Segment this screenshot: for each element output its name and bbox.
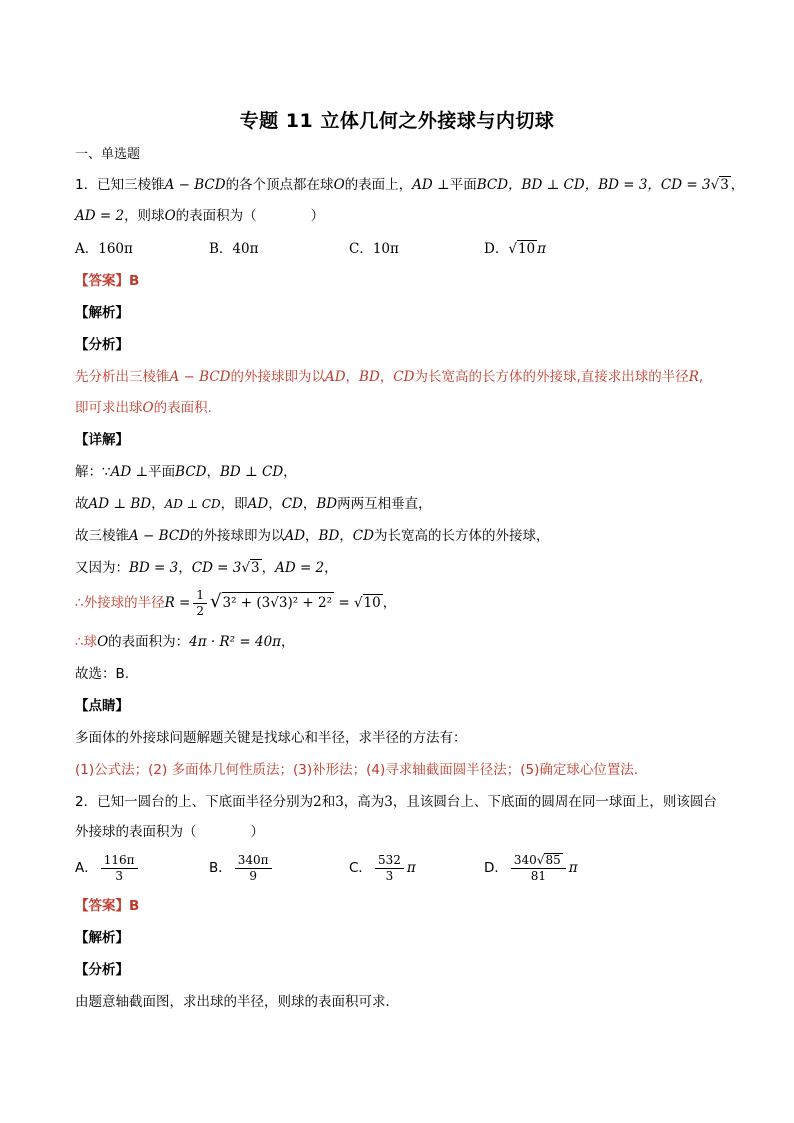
q1-math: ，BD ⊥ CD，BD = 3，CD = 3 (508, 177, 711, 193)
q1-jiexi-label: 【解析】 (75, 305, 129, 321)
page-title: 专题 11 立体几何之外接球与内切球 (239, 110, 555, 132)
q2-frac-num: 116π (101, 853, 138, 869)
q1-text: ， (268, 496, 282, 512)
q1-text: ， (206, 464, 220, 480)
q1-math: AD (284, 528, 306, 544)
q1-option-a: A．160π (75, 241, 133, 257)
q1-text: ， (379, 369, 394, 385)
q1-math: CD (393, 369, 415, 385)
q1-fenxi-label: 【分析】 (75, 337, 129, 353)
q1-text: 为长宽高的长方体的外接球， (373, 528, 550, 544)
q1-detail-line7: 故选：B. (75, 666, 130, 682)
q1-text: ，即 (220, 496, 248, 512)
q1-detail-line3 (75, 527, 549, 545)
q2-frac-num: 340 (513, 852, 537, 867)
q1-frac-num: 1 (193, 588, 207, 604)
q1-text: ， (345, 369, 360, 385)
q1-text: 又因为： (75, 560, 129, 576)
q1-detail-line1 (75, 463, 297, 481)
q1-text: ， (261, 560, 276, 576)
q1-math: O (164, 208, 176, 224)
q2-analysis-line1: 由题意轴截面图，求出球的半径，则球的表面积可求． (75, 994, 399, 1010)
q2-text: A． (75, 860, 98, 876)
q1-sqrt: 3 (250, 560, 260, 576)
q2-text: 2．已知一圆台的上、下底面半径分别为 (75, 794, 314, 810)
q2-frac-den: 9 (249, 868, 257, 883)
q1-stem-line2 (75, 207, 324, 225)
q1-text: ， (730, 177, 745, 193)
q2-frac-den: 3 (385, 868, 394, 883)
q2-math: 3 (335, 794, 344, 810)
q1-math: A − BCD (129, 528, 190, 544)
q1-sqrt: 3 (720, 177, 729, 193)
q2-text: C． (349, 860, 372, 876)
q2-text: B． (209, 860, 232, 876)
q2-text: D． (484, 860, 508, 876)
q2-option-b (209, 850, 275, 886)
q1-math: O (97, 634, 109, 650)
q1-text: ，则球 (124, 208, 165, 224)
q1-text: 故 (75, 496, 89, 512)
q1-math: π (537, 241, 546, 257)
q1-analysis-line2 (75, 399, 212, 417)
q1-text: ∴球 (75, 634, 98, 650)
q2-math: π (406, 860, 416, 876)
q1-math: AD = 2 (75, 208, 125, 224)
q1-text: 1．已知三棱锥 (75, 177, 165, 193)
q1-text: 的表面积为： (108, 634, 190, 650)
q1-math: AD ⊥ (110, 464, 149, 480)
q1-sqrt: 10 (363, 595, 381, 611)
q1-math: O (142, 400, 154, 416)
q1-stem-line1: 1．已知三棱锥A − BCD的各个顶点都在球O的表面上，AD ⊥平面BCD，BD ⊥ CD，BD = 3，CD = 3√3 ， (75, 177, 745, 193)
q2-text: 和 (321, 794, 336, 810)
q2-text: ，且该圆台上、下底面的圆周在同一球面上，则该圆台 (392, 794, 717, 810)
q1-math: BD ⊥ CD (219, 464, 284, 480)
q2-text: ，高为 (343, 794, 385, 810)
q1-point-line2: (1)公式法；(2) 多面体几何性质法；(3)补形法；(4)寻求轴截面圆半径法；(5)确定球心位置法. (75, 762, 639, 778)
q1-text: 即可求出球 (75, 400, 143, 416)
q1-math: CD (352, 528, 374, 544)
q1-text: D． (484, 241, 509, 257)
q1-xiangjie-label: 【详解】 (75, 432, 129, 448)
q1-math: R (688, 369, 699, 385)
q2-option-d (484, 850, 578, 886)
section-heading: 一、单选题 (75, 147, 141, 162)
q2-frac-num: 532 (375, 853, 404, 869)
q1-text: 平面 (449, 177, 477, 193)
q2-sqrt: 85 (545, 852, 561, 867)
q1-math: O (333, 177, 345, 193)
q1-point-line1: 多面体的外接球问题解题关键是找球心和半径，求半径的方法有： (75, 730, 467, 746)
q2-option-a (75, 850, 141, 886)
q1-answer: 【答案】B (75, 273, 140, 289)
q1-text: ， (305, 528, 319, 544)
q2-math: π (568, 860, 578, 876)
q1-math: BD = 3 (129, 560, 179, 576)
q1-text: ， (151, 496, 165, 512)
q1-math: A − BCD (164, 177, 226, 193)
q1-math: AD ⊥ CD (164, 497, 221, 511)
q2-option-c (349, 850, 416, 886)
q2-fraction: $\frac{340√85}{81}$ (511, 853, 566, 884)
q1-text: 为长宽高的长方体的外接球,直接求出球的半径 (414, 369, 689, 385)
q2-frac-den: 81 (530, 868, 546, 883)
q2-frac-num: 340π (235, 853, 272, 869)
q1-math: BD (359, 369, 380, 385)
q1-detail-line6 (75, 633, 295, 651)
q1-math: AD ⊥ BD (88, 496, 152, 512)
q2-options (75, 850, 715, 886)
q1-math: 4π · R² = 40π (189, 634, 282, 650)
q2-jiexi-label: 【解析】 (75, 930, 129, 946)
q1-text: 的各个顶点都在球 (225, 177, 334, 193)
q1-dianjing-label: 【点睛】 (75, 698, 129, 714)
q1-math: A − BCD (169, 369, 231, 385)
q1-text: 的外接球即为以 (189, 528, 285, 544)
q1-math: CD (281, 496, 303, 512)
q1-math: BCD (175, 464, 207, 480)
q2-math: 3 (384, 794, 393, 810)
q1-math: AD ⊥ (412, 177, 450, 193)
q1-text: ， (382, 595, 397, 611)
q1-detail-line5: ∴外接球的半径R = $\frac{1}{2}$ √3² + (3√3)² + 2² = √10 ， (75, 587, 397, 618)
q1-math: AD (247, 496, 269, 512)
q2-answer: 【答案】B (75, 898, 140, 914)
q1-text: 平面 (148, 464, 176, 480)
q1-text: 两两互相垂直， (337, 496, 432, 512)
q1-text: 先分析出三棱锥 (75, 369, 170, 385)
q2-fraction (375, 853, 404, 884)
q1-math: AD (324, 369, 346, 385)
q1-math: CD = 3 (191, 560, 242, 576)
q2-fraction (235, 853, 272, 884)
q1-text: , (698, 369, 704, 385)
q2-stem-line1 (75, 793, 717, 811)
q1-text: 的表面积. (153, 400, 212, 416)
q1-fraction (193, 588, 207, 619)
q1-text: ∴外接球的半径 (75, 595, 165, 611)
q1-option-d: D．√10 π (484, 241, 546, 257)
q1-math: R = (164, 595, 191, 611)
q1-math: BCD (476, 177, 509, 193)
q1-text: 的表面积为（ ） (175, 208, 325, 224)
q1-analysis-line1 (75, 368, 703, 386)
q2-math: 2 (313, 794, 322, 810)
q1-option-c: C．10π (349, 241, 399, 257)
q1-option-b: B．40π (209, 241, 259, 257)
q1-math: AD = 2 (275, 560, 325, 576)
q2-frac-den: 3 (115, 868, 123, 883)
q1-sqrt: 10 (517, 241, 536, 257)
q2-fraction (101, 853, 138, 884)
q1-frac-den: 2 (196, 603, 205, 618)
q1-detail-line2 (75, 495, 432, 513)
q1-text: ， (178, 560, 192, 576)
q1-text: ， (283, 464, 297, 480)
q1-options (75, 240, 715, 258)
q1-text: 的表面上， (344, 177, 413, 193)
q1-text: ， (302, 496, 317, 512)
q1-text: 的外接球即为以 (230, 369, 325, 385)
q1-math: BD (318, 528, 340, 544)
q1-math: = (334, 595, 354, 611)
q1-text: ， (281, 634, 295, 650)
q1-text: 解：∵ (75, 464, 111, 480)
q1-text: ， (339, 528, 353, 544)
q1-text: 故三棱锥 (75, 528, 129, 544)
q1-detail-line4: 又因为：BD = 3，CD = 3√3 ，AD = 2， (75, 560, 338, 576)
q2-fenxi-label: 【分析】 (75, 962, 129, 978)
q1-sqrt: 3² + (3√3)² + 2² (222, 592, 335, 613)
q1-math: BD (316, 496, 338, 512)
q2-stem-line2: 外接球的表面积为（ ） (75, 824, 264, 840)
q1-text: ， (324, 560, 338, 576)
